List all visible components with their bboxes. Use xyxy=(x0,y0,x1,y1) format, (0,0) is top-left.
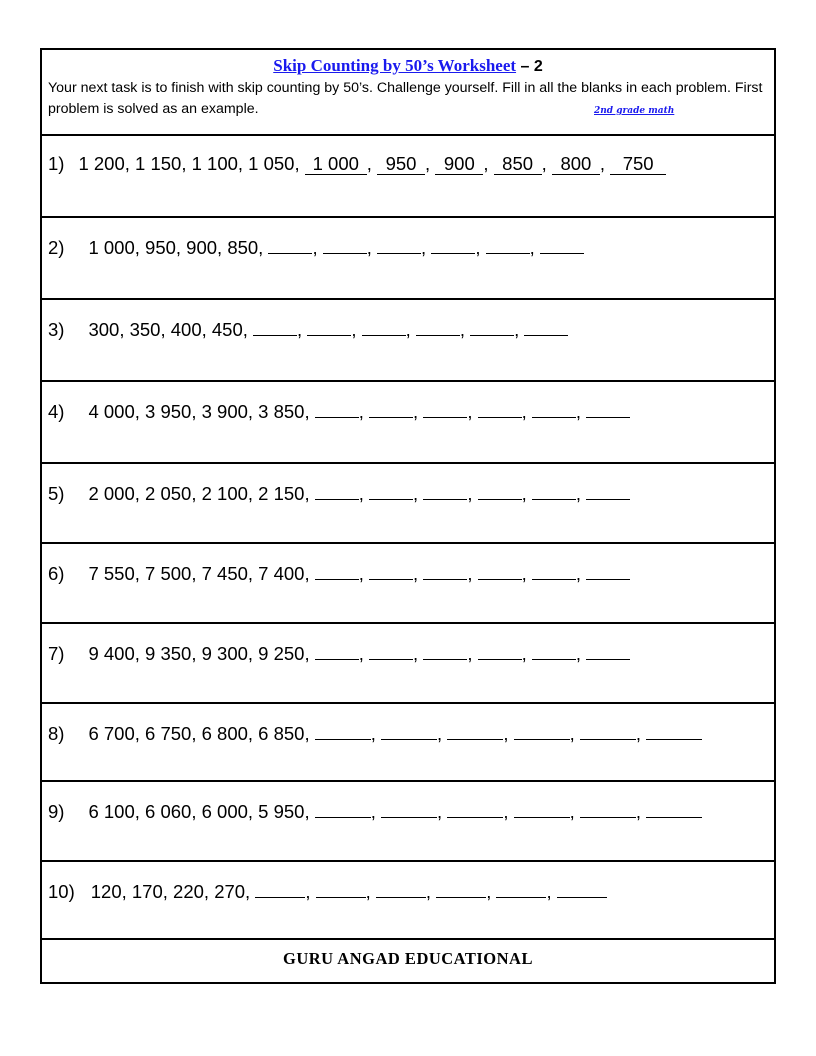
problem-sequence: 9 400, 9 350, 9 300, 9 250, xyxy=(88,643,310,664)
problem-sequence: 7 550, 7 500, 7 450, 7 400, xyxy=(88,563,310,584)
instructions: Your next task is to finish with skip counting by 50’s. Challenge yourself. Fill in all the blanks in each problem. First problem is solved as an example. xyxy=(48,80,763,117)
problem-number: 8) xyxy=(48,723,65,744)
problem-row xyxy=(42,218,774,300)
answer-blank[interactable] xyxy=(315,560,359,580)
problem-content: 7) 9 400, 9 350, 9 300, 9 250, , , , , , xyxy=(48,640,630,666)
example-answer: 800 xyxy=(552,153,600,175)
example-answer: 950 xyxy=(377,153,425,175)
answer-blank[interactable] xyxy=(315,640,359,660)
answer-blank[interactable] xyxy=(369,480,413,500)
answer-blank[interactable] xyxy=(423,480,467,500)
answer-blank[interactable] xyxy=(514,720,570,740)
answer-blank[interactable] xyxy=(253,316,297,336)
answer-blank[interactable] xyxy=(315,480,359,500)
answer-blank[interactable] xyxy=(255,878,305,898)
answer-blank[interactable] xyxy=(540,234,584,254)
problem-number: 6) xyxy=(48,563,65,584)
problem-row xyxy=(42,382,774,464)
answer-blank[interactable] xyxy=(586,560,630,580)
problem-sequence: 300, 350, 400, 450, xyxy=(88,319,248,340)
problem-number: 2) xyxy=(48,237,65,258)
footer: GURU ANGAD EDUCATIONAL xyxy=(283,949,533,968)
title-number: – 2 xyxy=(516,58,543,75)
answer-blank[interactable] xyxy=(478,560,522,580)
answer-blank[interactable] xyxy=(496,878,546,898)
worksheet xyxy=(40,48,776,984)
answer-blank[interactable] xyxy=(362,316,406,336)
answer-blank[interactable] xyxy=(369,398,413,418)
answer-blank[interactable] xyxy=(478,640,522,660)
answer-blank[interactable] xyxy=(416,316,460,336)
answer-blank[interactable] xyxy=(268,234,312,254)
problem-content: 8) 6 700, 6 750, 6 800, 6 850, , , , , , xyxy=(48,720,702,746)
answer-blank[interactable] xyxy=(447,798,503,818)
problem-row xyxy=(42,464,774,544)
problem-content: 6) 7 550, 7 500, 7 450, 7 400, , , , , , xyxy=(48,560,630,586)
answer-blank[interactable] xyxy=(478,398,522,418)
problem-sequence: 1 200, 1 150, 1 100, 1 050, xyxy=(78,153,300,174)
problem-row xyxy=(42,300,774,382)
problem-number: 10) xyxy=(48,881,75,902)
problem-row xyxy=(42,704,774,782)
problem-row xyxy=(42,624,774,704)
answer-blank[interactable] xyxy=(586,640,630,660)
problem-content: 9) 6 100, 6 060, 6 000, 5 950, , , , , , xyxy=(48,798,702,824)
answer-blank[interactable] xyxy=(486,234,530,254)
answer-blank[interactable] xyxy=(646,720,702,740)
example-answer: 850 xyxy=(494,153,542,175)
problem-content: 1) 1 200, 1 150, 1 100, 1 050, 1 000 , 950 , 900 , 850 , 800 , 750 xyxy=(48,152,666,176)
answer-blank[interactable] xyxy=(586,480,630,500)
answer-blank[interactable] xyxy=(524,316,568,336)
answer-blank[interactable] xyxy=(323,234,367,254)
answer-blank[interactable] xyxy=(532,480,576,500)
title-link[interactable]: Skip Counting by 50’s Worksheet xyxy=(273,56,517,75)
problem-sequence: 120, 170, 220, 270, xyxy=(90,881,251,902)
answer-blank[interactable] xyxy=(377,234,421,254)
problem-content: 10) 120, 170, 220, 270, , , , , , xyxy=(48,878,607,904)
problem-content: 4) 4 000, 3 950, 3 900, 3 850, , , , , , xyxy=(48,398,630,424)
answer-blank[interactable] xyxy=(586,398,630,418)
answer-blank[interactable] xyxy=(369,560,413,580)
problem-sequence: 1 000, 950, 900, 850, xyxy=(88,237,264,258)
answer-blank[interactable] xyxy=(423,398,467,418)
answer-blank[interactable] xyxy=(557,878,607,898)
title-line xyxy=(42,56,774,77)
problem-number: 4) xyxy=(48,401,65,422)
answer-blank[interactable] xyxy=(470,316,514,336)
answer-blank[interactable] xyxy=(316,878,366,898)
answer-blank[interactable] xyxy=(423,640,467,660)
answer-blank[interactable] xyxy=(423,560,467,580)
answer-blank[interactable] xyxy=(532,560,576,580)
problem-number: 1) xyxy=(48,153,65,174)
problem-sequence: 2 000, 2 050, 2 100, 2 150, xyxy=(88,483,310,504)
answer-blank[interactable] xyxy=(381,798,437,818)
example-answer: 750 xyxy=(610,153,666,175)
answer-blank[interactable] xyxy=(580,720,636,740)
problem-number: 7) xyxy=(48,643,65,664)
problem-content: 5) 2 000, 2 050, 2 100, 2 150, , , , , , xyxy=(48,480,630,506)
problem-row xyxy=(42,544,774,624)
problem-number: 9) xyxy=(48,801,65,822)
problem-row xyxy=(42,862,774,940)
problem-number: 3) xyxy=(48,319,65,340)
answer-blank[interactable] xyxy=(436,878,486,898)
answer-blank[interactable] xyxy=(447,720,503,740)
problem-sequence: 6 700, 6 750, 6 800, 6 850, xyxy=(88,723,310,744)
answer-blank[interactable] xyxy=(369,640,413,660)
example-answer: 1 000 xyxy=(305,153,367,175)
problem-content: 3) 300, 350, 400, 450, , , , , , xyxy=(48,316,568,342)
grade-link[interactable]: 2nd grade math xyxy=(594,106,675,116)
answer-blank[interactable] xyxy=(315,798,371,818)
answer-blank[interactable] xyxy=(315,720,371,740)
problem-row xyxy=(42,136,774,218)
problem-content: 2) 1 000, 950, 900, 850, , , , , , xyxy=(48,234,584,260)
answer-blank[interactable] xyxy=(580,798,636,818)
example-answer: 900 xyxy=(435,153,483,175)
answer-blank[interactable] xyxy=(532,398,576,418)
problem-sequence: 6 100, 6 060, 6 000, 5 950, xyxy=(88,801,310,822)
answer-blank[interactable] xyxy=(376,878,426,898)
answer-blank[interactable] xyxy=(478,480,522,500)
problem-number: 5) xyxy=(48,483,65,504)
problem-row xyxy=(42,782,774,862)
problem-sequence: 4 000, 3 950, 3 900, 3 850, xyxy=(88,401,310,422)
worksheet-header xyxy=(42,50,774,136)
answer-blank[interactable] xyxy=(514,798,570,818)
answer-blank[interactable] xyxy=(532,640,576,660)
answer-blank[interactable] xyxy=(307,316,351,336)
answer-blank[interactable] xyxy=(315,398,359,418)
answer-blank[interactable] xyxy=(431,234,475,254)
answer-blank[interactable] xyxy=(646,798,702,818)
answer-blank[interactable] xyxy=(381,720,437,740)
